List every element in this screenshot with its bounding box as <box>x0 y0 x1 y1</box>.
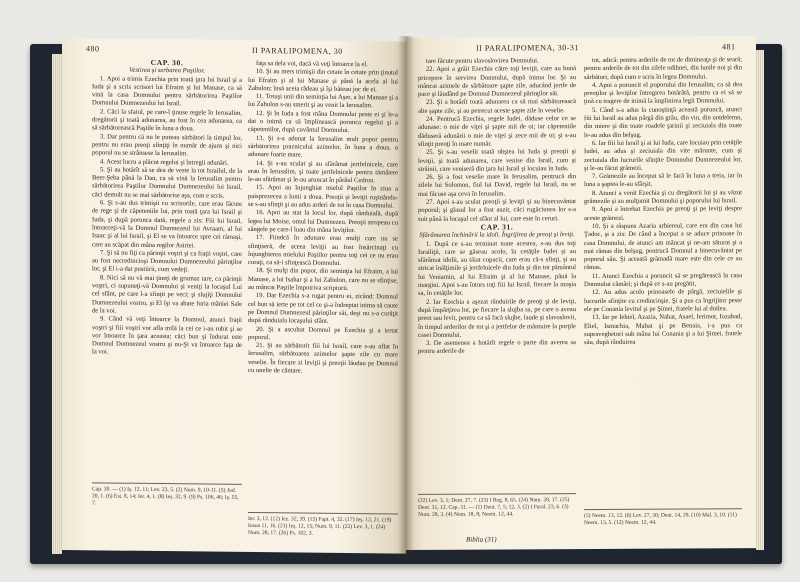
text-column-2 <box>584 56 742 505</box>
right-page <box>406 36 756 550</box>
verse-paragraph: 6. Iar fiii lui Israil şi ai lui Iuda, care locuiau prin cetăţile Iudei, au adus şi zeciuiala din vite mărunte, cum şi zeciuiala din lucrurile sfinţite Domnului Dumnezeului lor, şi le-au făcut grămezi. <box>584 139 742 172</box>
verse-paragraph: 1. Apoi a trimis Ezechia prin toată ţara lui Israil şi a Iuda şi a scris scrisori lui Efraim şi lui Manase, ca să vină la casa Domnului pentru sărbătorirea Paştilor Domnului Dumnezeului lui Israil. <box>92 74 242 108</box>
book-gutter <box>398 36 414 554</box>
verse-paragraph: 8. Nici să nu vă mai ţineţi de grumaz tare, ca părinţii voştri, ci supuneţi-vă Domnului şi veniţi la locaşul Lui cel sfânt, pe care l-a sfinţit pe veci; şi slujiţi Domnului Dumnezeului vostru, şi El îşi va abate furia mâniei Sale de la voi. <box>92 274 242 315</box>
footnote-rule <box>418 493 576 495</box>
footnote-rule <box>92 482 242 485</box>
verse-paragraph: 8. Atunci a venit Ezechia şi cu dregătorii lui şi au văzut grămezile şi au mulţumit Domnului şi poporului lui Israil. <box>584 188 742 206</box>
chapter-subtitle: Vestirea şi serbarea Paştilor. <box>129 66 205 75</box>
verse-paragraph: 23. Şi a hotărît toată adunarea ca să mai sărbătorească alte şapte zile, şi au petrecut aceste şapte zile în veselie. <box>418 98 576 115</box>
verse-paragraph: 4. Apoi a poruncit el poporului din Ierusalim, ca să dea preoţilor şi leviţilor întregirea hotărâtă, pentru ca ei să se ţină cu tragere de inimă la împlinirea legii Domnului. <box>584 81 742 106</box>
running-head: II PARALIPOMENA, 30-31 <box>476 43 579 53</box>
verse-paragraph: 12. Şi în Iuda a fost mâna Domnului peste ei şi le-a dat o inimă ca să împlinească porunca regelui şi a căpeteniilor, după cuvântul Domnului. <box>248 109 398 135</box>
verse-paragraph: 3. De asemenea a hotărît regele o parte din averea sa pentru arderile de <box>418 339 576 356</box>
verse-paragraph: 2. Căci la sfatul, pe care-l ţinuse regele în Ierusalim, dregătorii şi toată adunarea, au fost în cea adunarea, ca să sărbătorească Paştile în luna a doua. <box>92 108 242 133</box>
verse-paragraph: 5. Şi au hotărît să se dea de veste la tot Israilul, de la Beer-Şeba până la Dan, ca să vină la Ierusalim pentru sărbătorirea Paştilor Domnului Dumnezeului lui Israil, căci demult nu se mai sărbătorise aşa, cum e scris. <box>92 166 242 200</box>
verse-paragraph: 7. Şi să nu fiţi ca părinţii voştri şi ca fraţii voştri, care au fost necredincioşi Domnului Dumnezeului părinţilor lor, şi El i-a dat pustiirii, cum vedeţi. <box>92 249 242 274</box>
verse-paragraph: 9. Apoi a întrebat Ezechia pe preoţi şi pe leviţi despre aceste grămezi. <box>584 205 742 222</box>
text-column-2 <box>248 60 398 510</box>
running-head: II PARALIPOMENA, 30 <box>252 45 343 56</box>
page-edges-left <box>52 54 62 554</box>
footnote-rule <box>248 512 398 515</box>
verse-paragraph: 16. Apoi au stat la locul lor, după rânduială, după legea lui Moise, omul lui Dumnezeu. Preoţii stropeau cu sângele pe care-l luau din mâna leviţilor. <box>248 209 398 235</box>
verse-paragraph: tare făcute pentru slavoslovirea Domnului. <box>426 57 539 65</box>
chapter-heading: CAP. 31. <box>480 222 514 232</box>
page-number: 480 <box>86 44 100 54</box>
verse-paragraph: 9. Când vă veţi întoarce la Domnul, atunci fraţii voştri şi fiii voştri vor afla milă la cei ce i-au robit şi se vor întoarce în ţara aceasta; căci bun şi îndurat este Domnul Dumnezeul vostru şi nu-Şi va întoarce faţa de la voi. <box>92 315 242 356</box>
verse-paragraph: 4. Acest lucru a plăcut regelui şi întregii adunări. <box>100 157 229 167</box>
footnotes-column-2: Ier. 3, 12. (12) Iez. 32, 39. (15) Fapt. 4, 32. (17) Ieş. 12, 21. (19) Iosua 11, 16. (21) Ieş. 12, 15; Num. 9, 11. (22) Lev. 3, 1. (24) Num. 28, 17. (26) Ps. 102, 3. <box>248 515 392 537</box>
verse-paragraph: 25. Şi s-au veselit toată obştea lui Iuda şi preoţii şi leviţii, şi toată adunarea, care venise din Israil, cum şi străinii, care veniseră din ţara lui Israil şi locuiau în Iuda. <box>418 148 576 173</box>
verse-paragraph: 3. Dar pentru că nu le puteau sărbători la timpul lor, pentru nu erau preoţi sfinţiţi în număr de ajuns şi nici poporul nu se strânsese la Ierusalim. <box>92 133 242 158</box>
verse-paragraph: 13. Şi s-a adunat la Ierusalim mult popor pentru sărbătorirea praznicului azimelor, în luna a doua, o adunare foarte mare. <box>248 134 398 159</box>
left-page <box>62 38 406 554</box>
verse-paragraph: 6. Şi s-au dus trimişii cu scrisorile, care erau făcute de rege şi de căpeteniile lui, prin toată ţara lui Israil şi Iuda, şi după porunca dată, regele a zis: Fiii lui Israil, întoarceţi-vă la Domnul Dumnezeul lui Avraam, al lui Isaac şi al lui Israil, şi El se va întoarce spre cei rămaşi, care au scăpat din mâna regilor Asiriei. <box>92 199 242 249</box>
verse-paragraph: 20. Şi a ascultat Domnul pe Ezechia şi a iertat poporul. <box>248 325 398 341</box>
footnotes-column-1: Cap. 30. — (1) Iş. 12, 11; Lev. 23, 5. (2) Num. 9, 10-11. (5) Jud. 20, 1. (6) Est. 8, 14; Ier. 4, 1. (8) Ieş. 32, 9. (9) Ps. 106, 46; Iş. 55, 7. <box>92 486 239 507</box>
verse-paragraph: 21. Şi au sărbătorit fiii lui Israil, care s-au aflat în Ierusalim, sărbătoarea azimelor şapte zile cu mare veselie. În fiecare zi leviţii şi preoţii lăudau pe Domnul cu unelte de cântare. <box>248 342 398 375</box>
footnote-rule <box>584 508 742 510</box>
verse-paragraph: 22. Apoi a grăit Ezechia către toţi leviţii, care au bună pricepere în servirea Domnului, după inima lor. Şi au mâncat azimele de sărbătoare şapte zile, aducând jertfe de pace şi lăudând pe Domnul Dumnezeul părinţilor săi. <box>418 65 576 99</box>
verse-paragraph: 13. Iar pe Iehiel, Azazia, Nahat, Asael, Ierimot, Iozabad, Eliel, Ismachia, Mahat şi pe Benaia, i-a pus ca supraveghetori sub mâna lui Conania şi a lui Şimei, fratele său, după rânduirea <box>584 313 742 347</box>
verse-paragraph: faţa sa dela voi, dacă vă veţi întoarce la el. <box>256 60 368 69</box>
printer-signature: Biblia (31) <box>466 535 497 544</box>
page-edges-right <box>756 50 764 550</box>
verse-paragraph: 1. După ce s-au terminat toate acestea, s-au dus toţi Israiliţii, care se găseau acolo, în cetăţile Iudei şi au sfărâmat idolii, au tăiat copacii, care erau că-s sfinţi, şi au stricat înălţimile şi jertfelnicele din Iuda şi din tot pământul lui Veniamin, al lui Efraim şi al lui Manase, până la margini. Apoi s-au întors toţi fiii lui Israil, fiecare la moşia sa, în cetăţile lor. <box>418 239 576 298</box>
chapter-heading: CAP. 30. <box>150 58 184 68</box>
verse-paragraph: tot, adică: pentru arderile de tot de dimineaţa şi de seară; pentru arderile de tot din zilele odihnei, din lunile noi şi din sărbători, după cum e scris în legea Domnului. <box>584 56 742 81</box>
verse-paragraph: 11. Atunci Ezechia a poruncit să se pregătească în casa Domnului cămări; şi după ce s-au pregătit, <box>584 271 742 289</box>
text-column-1 <box>92 58 242 480</box>
text-column-1 <box>418 57 576 490</box>
verse-paragraph: 24. Pentrucă Ezechia, regele Iudei, dăduse celor ce se adunase: o mie de viţei şi şapte mii de oi; iar căpeteniile dăduseră adunării o mie de viţei şi zece mii de oi; şi s-au sfinţit preoţi în mare număr. <box>418 115 576 148</box>
page-number: 481 <box>722 42 736 52</box>
footnotes-column-1: (22) Lev. 3, 1; Deut. 27, 7. (23) I Reg. 8, 65. (24) Num. 28, 17. (25) Deut. 31, 12. Cap. 31. — (1) Deut. 7, 5; 12, 3. (2) I Paral. 23, 6. (3) Num. 28, 3. (4) Num. 18, 8; Neem. 12, 44. <box>418 497 570 518</box>
verse-paragraph: 15. Apoi au înjunghiat mielul Paştilor în ziua a paisprezecea a lunii a doua. Preoţii şi leviţii ruşinându-se s-au sfinţit şi au adus arderi de tot în casa Domnului. <box>248 184 398 210</box>
verse-paragraph: 2. Iar Ezechia a aşezat rânduirile de preoţi şi de leviţi, după împărţirea lor, pe fiecare la slujba sa, pe care o aveau preot sau levit, pentru ca să facă slujbe, laude şi slavoslovii, în timpul arderilor de tot şi a jertfelor de mântuire la porţile casei Domnului. <box>418 297 576 339</box>
verse-paragraph: 12. Au adus acolo prinoasele de pârgă, zeciuielile şi lucrurile sfinţite cu credincioşie. Şi a pus ca îngrijitor peste ele pe Conania levitul şi pe Şimei, fratele lui al doilea. <box>584 288 742 313</box>
verse-paragraph: 26. Şi a fost veselie mare în Ierusalim, pentrucă din zilele lui Solomon, fiul lui David, regele lui Israil, nu se mai făcuse aşa ceva în Ierusalim. <box>418 173 576 198</box>
verse-paragraph: 7. Grămezile au început să le facă în luna a treia, iar în luna a şaptea le-au sfârşit. <box>584 172 742 189</box>
verse-paragraph: 17. Fiindcă în adunare erau mulţi care nu se sfinţiseră, de aceea leviţii au fost însărcinaţi cu înjunghierea mielului Paştilor pentru toţi cei ce nu erau curaţi, ca să-i sfinţească Domnului. <box>248 234 398 268</box>
verse-paragraph: 10. Şi au mers trimişii din cetate în cetate prin ţinutul lui Efraim şi al lui Manase şi până la acela al lui Zabulon; însă aceia râdeau şi îşi băteau joc de ei. <box>248 68 398 94</box>
footnotes-column-2: (5) Neem. 13, 12. (6) Lev. 27, 30; Deut. 14, 28. (10) Mal. 3, 10. (11) Neem. 13, 5. (12) Neem. 12, 44. <box>584 512 737 527</box>
verse-paragraph: 14. Şi s-au sculat şi au sfărâmat jertfelnicele, care erau în Ierusalim, şi toate jertfelnicele pentru tămâiere le-au sfărâmat şi le-au aruncat în pârâul Cedron. <box>248 159 398 185</box>
verse-paragraph: 18. Şi mulţi din popor, din seminţia lui Efraim, a lui Manase, a lui Isahar şi a lui Zabulon, care nu se sfinţise, au mâncat Paştile împotriva scripturii. <box>248 267 398 293</box>
verse-paragraph: 10. Şi a răspuns Azaria arhiereul, care era din casa lui Ţadoc, şi a zis: De când a început a se aduce prinoase în casa Domnului, de atunci am mâncat şi ne-am săturat şi a mai rămas din belşug, pentrucă Domnul a binecuvântat pe poporul său. Şi această grămadă mare este din cele ce au rămas. <box>584 222 742 272</box>
verse-paragraph: 11. Totuşi unii din seminţia lui Aşer, a lui Manase şi a lui Zabulon s-au smerit şi au venit la Ierusalim. <box>248 93 398 110</box>
chapter-subtitle: Sfărâmarea închinării la idoli. Îngrijirea de preoţi şi leviţi. <box>419 231 575 240</box>
verse-paragraph: 5. Când s-a adus la cunoştinţă această poruncă, atunci fiii lui Israil au adus pârgă din grâu, din vin, din untdelemn, din miere şi din toate roadele ţarinii şi zeciuiala din toate le-au adus din belşug. <box>584 106 742 139</box>
verse-paragraph: 27. Apoi s-au sculat preoţii şi leviţii şi au binecuvântat poporul; şi glasul lor a fost auzit, căci rugăciunea lor s-a suit până la locaşul cel sfânt al lui, care este în ceruri. <box>418 198 576 223</box>
verse-paragraph: 19. Dar Ezechia s-a rugat pentru ei, zicând: Domnul cel bun să ierte pe tot cel ce şi-a îndreptat inima să caute pe Domnul Dumnezeul părinţilor săi, deşi nu s-a curăţit după rânduiala locaşului sfânt. <box>248 292 398 325</box>
